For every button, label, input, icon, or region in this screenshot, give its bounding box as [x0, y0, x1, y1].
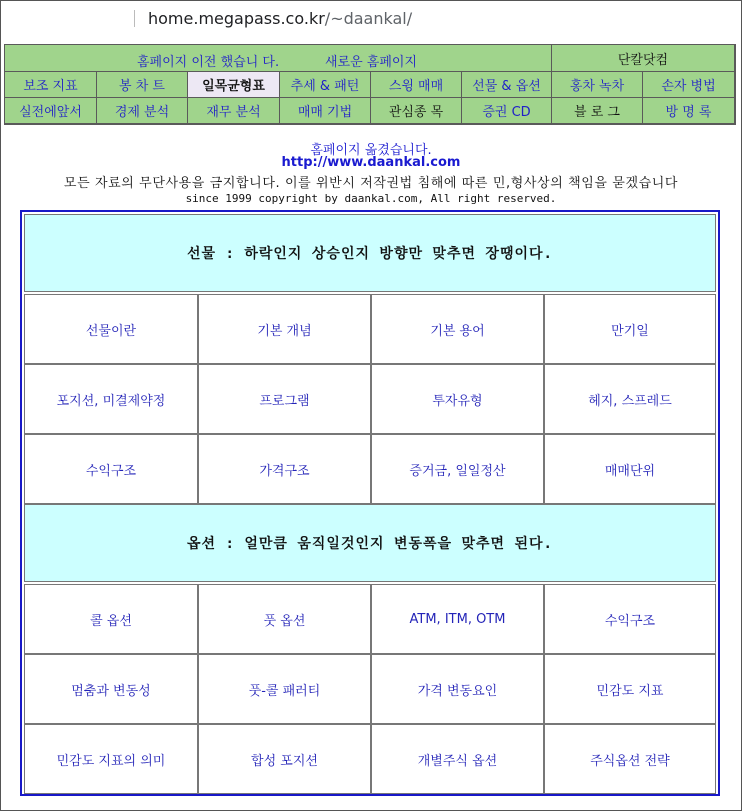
futures-cell[interactable]: 매매단위 [544, 434, 716, 504]
options-cell[interactable]: 풋 옵션 [198, 584, 371, 654]
futures-cell[interactable]: 수익구조 [24, 434, 198, 504]
nav-item-art-of-war[interactable]: 손자 병법 [643, 72, 735, 98]
nav-item-candle-chart[interactable]: 봉 차 트 [97, 72, 188, 98]
options-cell[interactable]: 풋-콜 패러티 [198, 654, 371, 724]
nav-item-financial-analysis[interactable]: 재무 분석 [188, 98, 280, 124]
nav-item-ichimoku[interactable]: 일목균형표 [188, 72, 280, 98]
futures-cell[interactable]: 가격구조 [198, 434, 371, 504]
futures-cell[interactable]: 투자유형 [371, 364, 544, 434]
nav-item-blog[interactable]: 블 로 그 [552, 98, 643, 124]
futures-cell[interactable]: 선물이란 [24, 294, 198, 364]
options-cell[interactable]: 가격 변동요인 [371, 654, 544, 724]
options-cell[interactable]: 콜 옵션 [24, 584, 198, 654]
futures-cell[interactable]: 증거금, 일일정산 [371, 434, 544, 504]
options-cell[interactable]: 멈춤과 변동성 [24, 654, 198, 724]
options-cell[interactable]: 합성 포지션 [198, 724, 371, 794]
address-bar[interactable] [1, 1, 739, 35]
futures-cell[interactable]: 프로그램 [198, 364, 371, 434]
nav-new-homepage-link[interactable]: 새로운 홈페이지 [325, 55, 418, 70]
options-cell[interactable]: ATM, ITM, OTM [371, 584, 544, 654]
notice-copyright: since 1999 copyright by daankal.com, All right reserved. [185, 192, 557, 205]
nav-item-indicators[interactable]: 보조 지표 [5, 72, 97, 98]
futures-section-header: 선물 : 하락인지 상승인지 방향만 맞추면 장땡이다. [24, 214, 716, 292]
futures-cell[interactable]: 기본 용어 [371, 294, 544, 364]
address-separator [134, 10, 135, 27]
options-cell[interactable]: 민감도 지표 [544, 654, 716, 724]
url-path: /~daankal/ [324, 9, 413, 28]
nav-item-economic-analysis[interactable]: 경제 분석 [97, 98, 188, 124]
nav-item-trend-pattern[interactable]: 추세 & 패턴 [280, 72, 371, 98]
futures-cell[interactable]: 기본 개념 [198, 294, 371, 364]
nav-item-before-trading[interactable]: 실전에앞서 [5, 98, 97, 124]
notice-url-link[interactable]: http://www.daankal.com [281, 155, 461, 170]
futures-cell[interactable]: 만기일 [544, 294, 716, 364]
notice-warning: 모든 자료의 무단사용을 금지합니다. 이를 위반시 저작권법 침해에 따른 민,형사상의 책임을 묻겠습니다 [63, 176, 679, 191]
nav-item-watchlist[interactable]: 관심종 목 [371, 98, 462, 124]
nav-item-guestbook[interactable]: 방 명 록 [643, 98, 735, 124]
nav-item-securities-cd[interactable]: 증권 CD [462, 98, 552, 124]
nav-notice-bar [5, 45, 552, 72]
nav-item-trading-techniques[interactable]: 매매 기법 [280, 98, 371, 124]
url-text[interactable] [148, 9, 412, 28]
nav-item-tea[interactable]: 홍차 녹차 [552, 72, 643, 98]
url-host: home.megapass.co.kr [148, 9, 325, 28]
futures-cell[interactable]: 포지션, 미결제약정 [24, 364, 198, 434]
nav-site-title[interactable]: 단칼닷컴 [552, 45, 735, 72]
nav-item-futures-options[interactable]: 선물 & 옵션 [462, 72, 552, 98]
options-cell[interactable]: 주식옵션 전략 [544, 724, 716, 794]
notice-moved: 홈페이지 옮겼습니다. [310, 143, 432, 158]
options-cell[interactable]: 민감도 지표의 의미 [24, 724, 198, 794]
options-section-header: 옵션 : 얼만큼 움직일것인지 변동폭을 맞추면 된다. [24, 504, 716, 582]
top-nav [4, 44, 736, 125]
nav-item-swing-trade[interactable]: 스윙 매매 [371, 72, 462, 98]
futures-cell[interactable]: 헤지, 스프레드 [544, 364, 716, 434]
options-cell[interactable]: 수익구조 [544, 584, 716, 654]
options-cell[interactable]: 개별주식 옵션 [371, 724, 544, 794]
content-table [20, 210, 720, 796]
nav-notice-moved[interactable]: 홈페이지 이전 했습니 다. [137, 55, 280, 70]
